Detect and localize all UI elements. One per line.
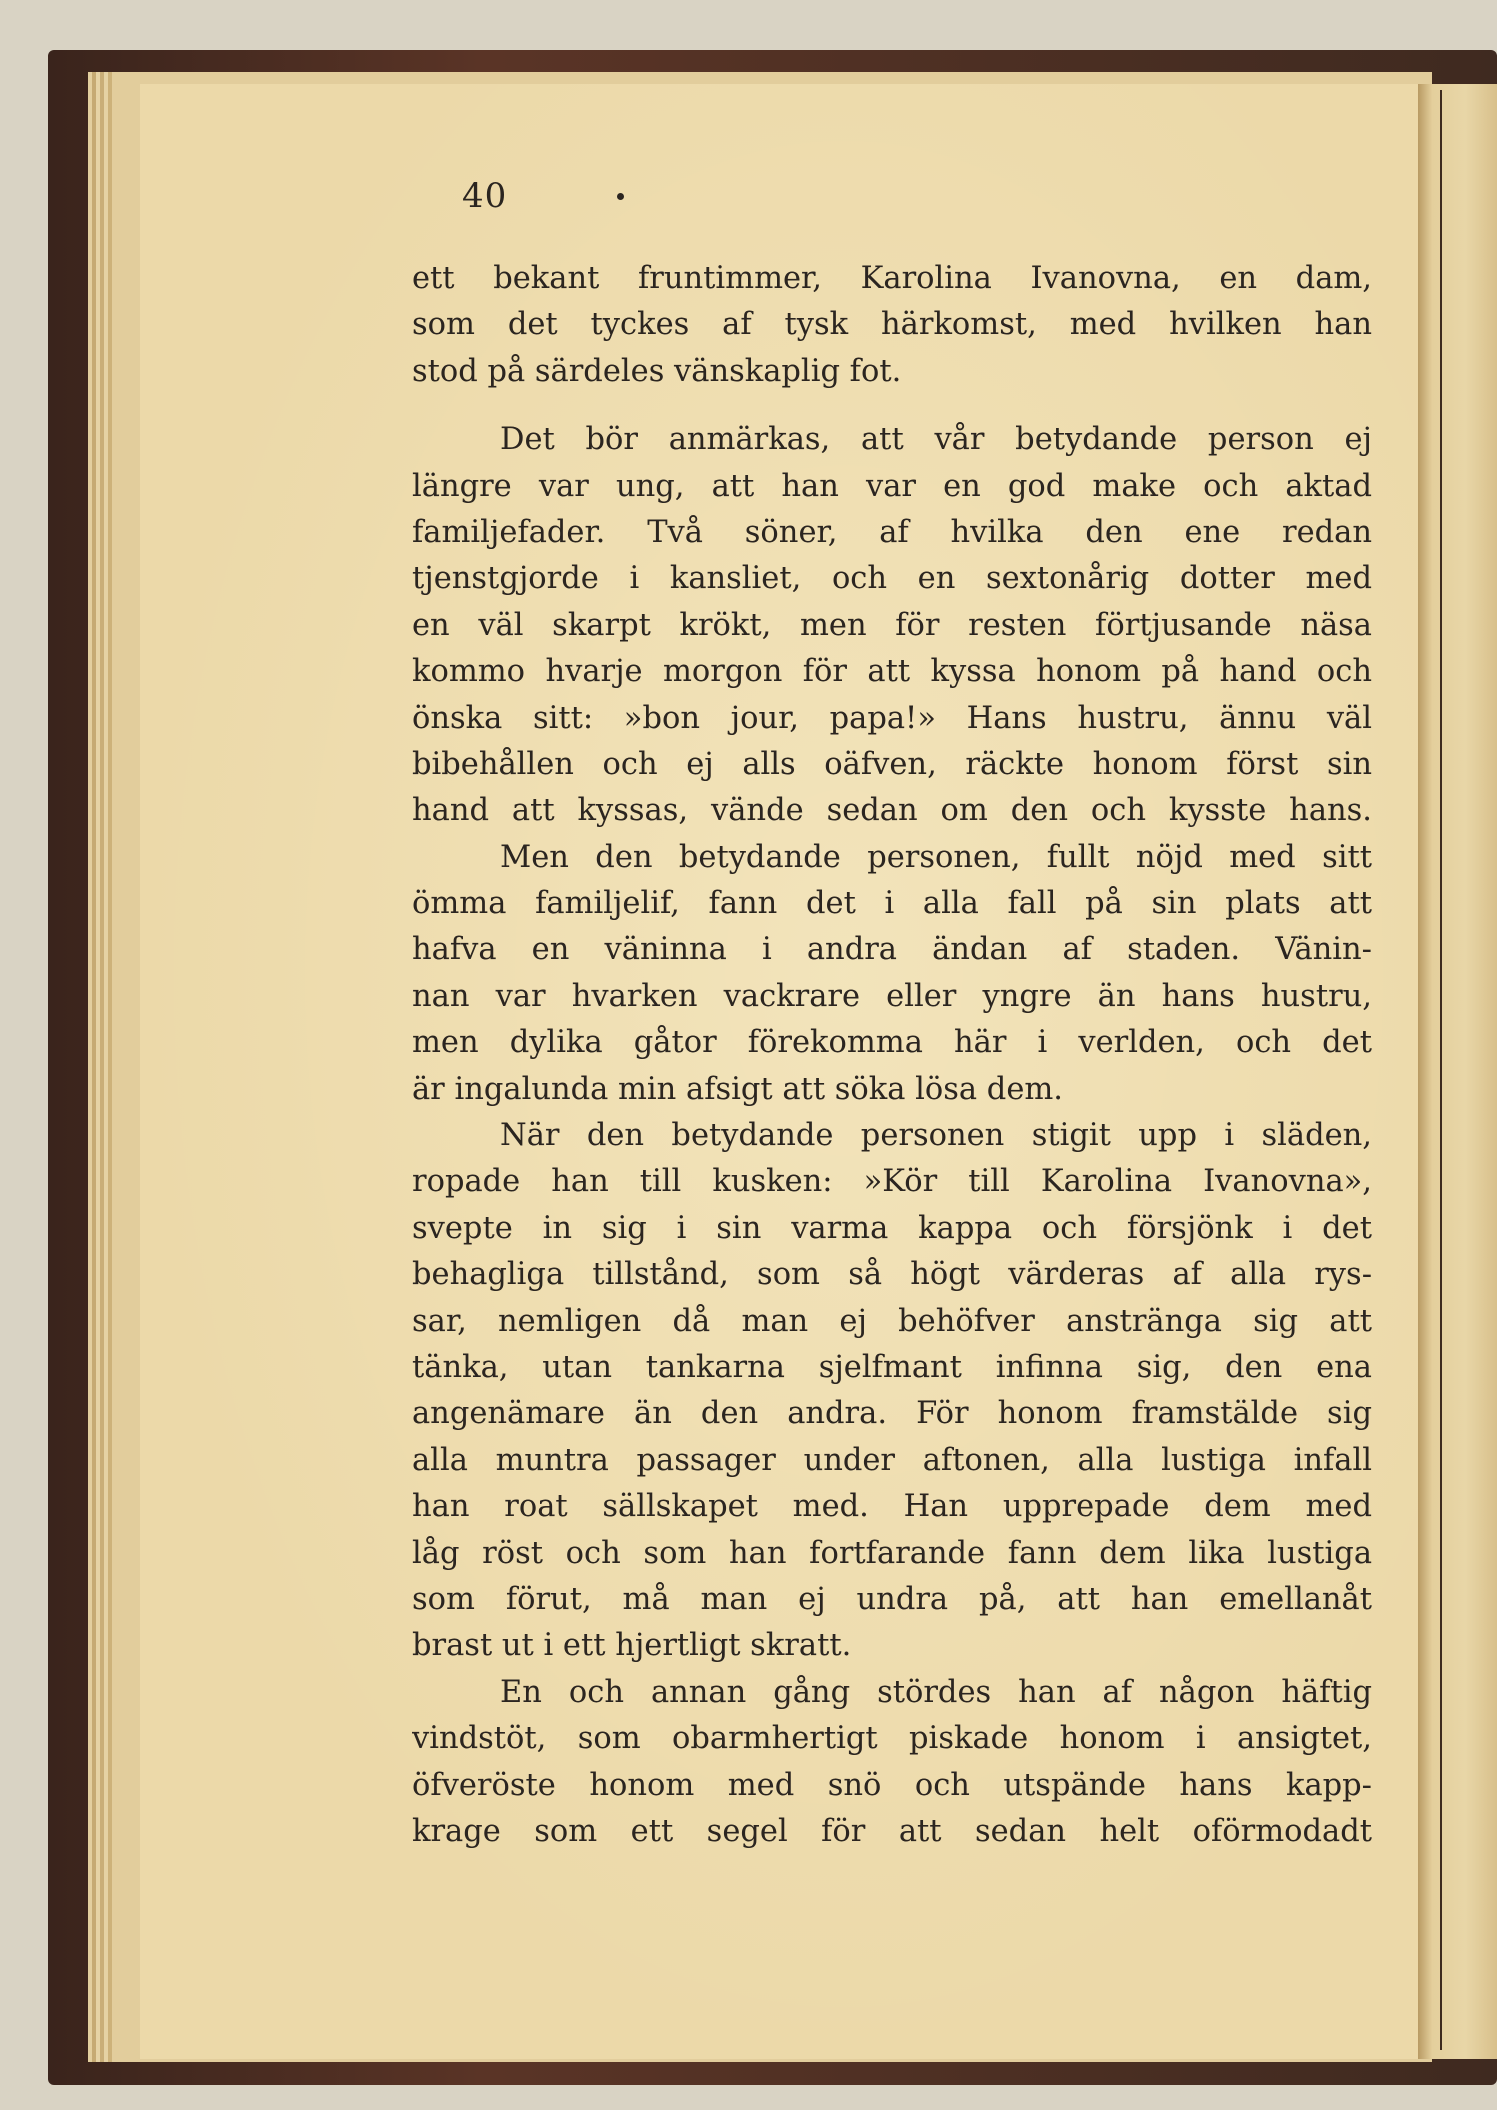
text-line: hand att kyssas, vände sedan om den och kysste hans. (412, 793, 1372, 829)
text-line: svepte in sig i sin varma kappa och försjönk i det (412, 1210, 1372, 1246)
text-line: ett bekant fruntimmer, Karolina Ivanovna, en dam, (412, 261, 1372, 296)
text-line: alla muntra passager under aftonen, alla lustiga infall (412, 1442, 1372, 1478)
text-line: Men den betydande personen, fullt nöjd med sitt (500, 839, 1372, 875)
text-line: som det tyckes af tysk härkomst, med hvilken han (412, 307, 1372, 343)
text-line: sar, nemligen då man ej behöfver anstränga sig att (412, 1303, 1372, 1339)
text-line: längre var ung, att han var en god make och aktad (412, 468, 1372, 504)
text-line: tänka, utan tankarna sjelfmant infinna sig, den ena (412, 1349, 1372, 1385)
paragraph (412, 256, 1372, 395)
text-line: En och annan gång stördes han af någon häftig (500, 1674, 1372, 1710)
text-line: kommo hvarje morgon för att kyssa honom på hand och (412, 654, 1372, 690)
gutter-line (1440, 90, 1442, 2050)
header-dot (617, 193, 624, 200)
text-line: Det bör anmärkas, att vår betydande person ej (500, 422, 1372, 458)
text-line: krage som ett segel för att sedan helt oförmodadt (412, 1813, 1372, 1849)
facing-page-edge (1418, 84, 1497, 2059)
text-line: som förut, må man ej undra på, att han emellanåt (412, 1581, 1372, 1617)
text-line: låg röst och som han fortfarande fann dem lika lustiga (412, 1535, 1372, 1571)
paragraph (412, 1670, 1372, 1856)
text-line: öfveröste honom med snö och utspände hans kapp- (412, 1767, 1372, 1803)
text-line: tjenstgjorde i kansliet, och en sextonårig dotter med (412, 561, 1372, 597)
text-line: önska sitt: »bon jour, papa!» Hans hustru, ännu väl (412, 700, 1372, 736)
text-line: hafva en väninna i andra ändan af staden. Vänin- (412, 932, 1372, 968)
text-line: stod på särdeles vänskaplig fot. (412, 353, 902, 389)
text-line: men dylika gåtor förekomma här i verlden, och det (412, 1025, 1372, 1061)
text-line: familjefader. Två söner, af hvilka den ene redan (412, 514, 1372, 550)
text-line: nan var hvarken vackrare eller yngre än hans hustru, (412, 978, 1372, 1014)
paragraph (412, 1113, 1372, 1670)
text-line: är ingalunda min afsigt att söka lösa dem. (412, 1071, 1063, 1107)
paragraph (412, 835, 1372, 1113)
text-line: han roat sällskapet med. Han upprepade dem med (412, 1489, 1372, 1525)
text-line: en väl skarpt krökt, men för resten förtjusande näsa (412, 607, 1372, 643)
paragraph (412, 417, 1372, 835)
text-line: När den betydande personen stigit upp i släden, (500, 1118, 1372, 1154)
text-line: ömma familjelif, fann det i alla fall på sin plats att (412, 886, 1372, 922)
body-text (412, 256, 1372, 1855)
text-line: angenämare än den andra. För honom framstälde sig (412, 1396, 1372, 1432)
text-line: brast ut i ett hjertligt skratt. (412, 1628, 852, 1664)
text-line: ropade han till kusken: »Kör till Karolina Ivanovna», (412, 1164, 1372, 1200)
text-line: vindstöt, som obarmhertigt piskade honom i ansigtet, (412, 1721, 1372, 1757)
page-number: 40 (462, 176, 508, 216)
text-line: bibehållen och ej alls oäfven, räckte honom först sin (412, 746, 1372, 782)
text-line: behagliga tillstånd, som så högt värderas af alla rys- (412, 1257, 1372, 1293)
paragraph-gap (412, 395, 1372, 417)
page-header (462, 176, 624, 216)
